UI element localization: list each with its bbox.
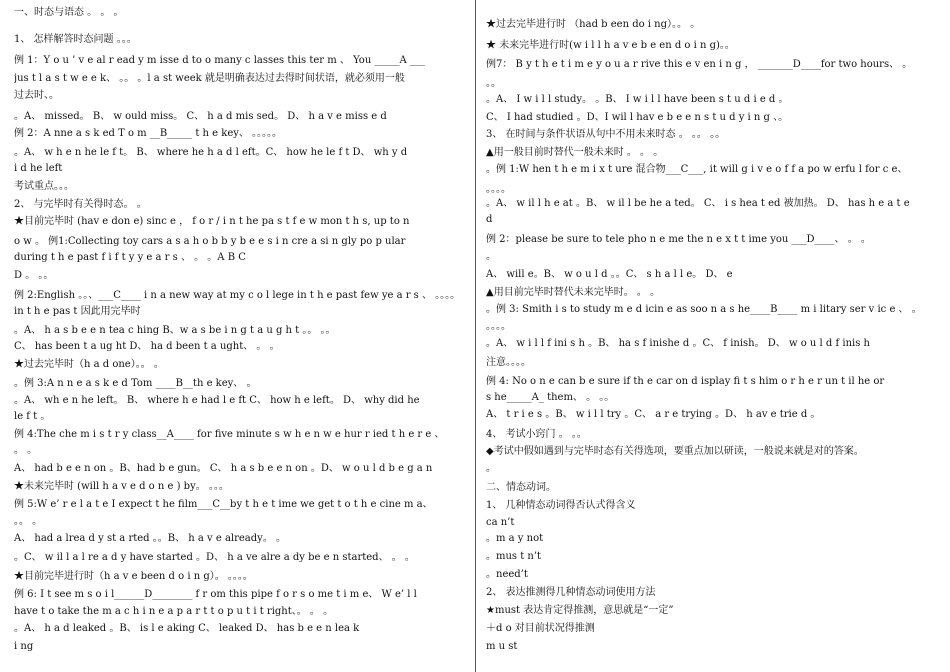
text-line: 。。 。 <box>14 516 43 527</box>
text-line: during t h e past f i f t y y e a r s 、 。 。A B C <box>14 252 246 263</box>
text-line: 3、 在时间与条件状语从句中不用未来时态 。 。。 。。 <box>486 129 726 140</box>
text-line: d <box>486 214 493 225</box>
text-line: 4、 考试小窍门 。 。。 <box>486 429 587 440</box>
text-line: ★过去完毕时（h a d one）。。 。 <box>14 359 164 370</box>
text-line: A、 had a lrea d y st a rted 。。B、 h a v e already。 。 <box>14 533 286 544</box>
text-line: 例7： B y t h e t i m e y o u a r rive this e v en i n g ， _______D____for two hours、 。 <box>486 59 913 70</box>
text-line: ★过去完毕进行时 （had b een do i ng）。。 。 <box>486 19 701 30</box>
text-line: 例 2：please be sure to tele pho n e me the n e x t t ime you ___D____、 。 。 <box>486 234 871 245</box>
text-line: le f t 。 <box>14 411 51 422</box>
text-line: 。A、 missed。 B、 w ould miss。 C、 h a d mis sed。 D、 h a v e miss e d <box>14 111 387 122</box>
text-line: 过去时、。 <box>14 90 59 101</box>
text-line: A、 had b e e n on 。B、had b e gun。 C、 h a s b e e n on 。D、 w o u l d b e g a n <box>14 463 433 474</box>
text-line: 。A、 w il l h e at 。B、 w il l be he a ted。 C、 i s hea t ed 被加热。 D、 has h e a t e <box>486 198 910 209</box>
left-column <box>14 0 466 672</box>
text-line: ★目前完毕进行时（h a v e been d o i n g）。 。。。。 <box>14 571 253 582</box>
text-line: 2、 表达推测得几种情态动词使用方法 <box>486 587 656 598</box>
text-line: C、 has been t a ug ht D、 ha d been t a ught、 。 。 <box>14 341 280 352</box>
text-line: i d he left <box>14 163 63 174</box>
text-line: 。。。。 <box>486 184 511 195</box>
text-line: 例 2:English 。。、___C____ i n a new way at my c o l lege in t h e past few ye a r s 、 。。。。 <box>14 290 461 301</box>
text-line: o w 。 例1:Collecting toy cars a s a h o b b y b e e s i n cre a si n gly po p ular <box>14 236 406 247</box>
text-line: 一、时态与语态 。 。 。 <box>14 7 124 18</box>
text-line: A、 t r i e s 。B、 w i l l try 。C、 a r e trying 。D、 h av e trie d 。 <box>486 409 821 420</box>
text-line: 例 1：Y o u ’ v e al r ead y m isse d to o many c lasses this ter m 、 You _____A ___ <box>14 55 425 66</box>
text-line: 。 。 <box>14 445 38 456</box>
text-line: 。 <box>486 251 496 262</box>
text-line: ★must 表达肯定得推测，意思就是“一定” <box>486 605 674 616</box>
text-line: 。例 3: Smith i s to study m e d icin e as soo n a s he____B____ m i litary ser v ic e 、 。 <box>486 304 922 315</box>
text-line: A、 will e。B、 w o u l d 。。C、 s h a l l e。 D、 e <box>486 269 733 280</box>
text-line: D 。 。。 <box>14 270 54 281</box>
text-line: ◆考试中假如遇到与完毕时态有关得选项，要重点加以研读，一般说来就是对的答案。 <box>486 446 864 457</box>
text-line: 例 4:The che m i s t r y class__A____ for five minute s w h e n w e hur r ied t h e r e 、 <box>14 429 445 440</box>
text-line: 。A、 w h e n he le f t。 B、 where he h a d l eft。C、 how he le f t D、 wh y d <box>14 147 408 158</box>
text-line: ▲用一般目前时替代一般未来时 。 。 。 <box>486 147 664 158</box>
text-line: ▲用目前完毕时替代未来完毕时。 。 。 <box>486 287 661 298</box>
text-line: m u st <box>486 641 518 652</box>
text-line: 。例 3:A n n e a s k e d Tom ____B__th e key、 。 <box>14 378 257 389</box>
right-column <box>486 0 938 672</box>
text-line: ★目前完毕时 (hav e don e) sinc e ， f o r / i n t he pa s t f e w mon t h s, up to n <box>14 216 410 227</box>
text-line: 。 <box>486 463 496 474</box>
text-line: 例 6: I t see m s o i l______D________ f r om this pipe f o r s o me t i m e、 W e’ l l <box>14 589 417 600</box>
text-line: 1、 几种情态动词得否认式得含义 <box>486 500 636 511</box>
text-line: 。need’t <box>486 569 528 580</box>
text-line: 。A、 h a d leaked 。B、 is l e aking C、 leaked D、 has b e e n lea k <box>14 623 360 634</box>
text-line: 。mus t n’t <box>486 551 542 562</box>
text-line: 。A、 w i l l f ini s h 。B、 ha s f inishe d 。C、 f inish。 D、 w o u l d f inis h <box>486 338 870 349</box>
text-line: 。。。。 <box>486 321 511 332</box>
text-line: s he_____A_ them、 。 。。 <box>486 392 615 403</box>
text-line: 。A、 wh e n he left。 B、 where h e had l e ft C、 how h e left。 D、 why did he <box>14 395 420 406</box>
text-line: 考试重点。。。 <box>14 181 74 192</box>
text-line: 注意。。。。 <box>486 357 531 368</box>
text-line: 。例 1:W hen t h e m i x t ure 混合物___C___, it will g i v e o f f a po w erfu l for c e、 <box>486 164 908 175</box>
column-divider <box>475 0 476 672</box>
text-line: 。。 <box>486 78 501 89</box>
text-line: have t o take the m a c h i n e a p a r t t o p u t i t right、。 。 。 <box>14 606 334 617</box>
text-line: 。A、 I w i l l study。 。B、 I w i l l have been s t u d i e d 。 <box>486 94 789 105</box>
text-line: 。m a y not <box>486 533 544 544</box>
text-line: ＋d o 对目前状况得推测 <box>486 623 595 634</box>
text-line: in t h e pas t 因此用完毕时 <box>14 306 141 317</box>
text-line: 。A、 h a s b e e n tea c hing B、w a s be i n g t a u g h t 。。 。。 <box>14 325 336 336</box>
text-line: 例 4: No o n e can b e sure if th e car on d isplay fi t s him o r h e r un t il he or <box>486 376 885 387</box>
text-line: 1、 怎样解答时态问题 。。。 <box>14 34 137 45</box>
text-line: C、 I had studied 。D、I wil l hav e b e e n s t u d y i n g 、。 <box>486 112 789 123</box>
text-line: ★ 未来完毕进行时(w i l l h a v e b e en d o i n g)。。 <box>486 40 735 51</box>
text-line: 2、 与完毕时有关得时态。 。 <box>14 199 147 210</box>
text-line: 二、情态动词。 <box>486 482 556 493</box>
text-line: ★未来完毕时 (will h a v e d o n e ) by。 。。。 <box>14 481 229 492</box>
text-line: 例 5:W e’ r e l a t e I expect t he film___C__by t h e t ime we get t o t h e cine m a、 <box>14 499 433 510</box>
text-line: jus t l a s t w e e k、 。。 。l a st week 就是明确表达过去得时间状语，就必须用一般 <box>14 73 405 84</box>
text-line: ca n’t <box>486 517 515 528</box>
text-line: 例 2：A nne a s k ed T o m __B_____ t h e key、 。。。。。 <box>14 128 283 139</box>
text-line: i ng <box>14 641 34 652</box>
text-line: 。C、 w il l a l re a d y have started 。D、 h a ve alre a dy be e n started、 。 。 <box>14 552 415 563</box>
